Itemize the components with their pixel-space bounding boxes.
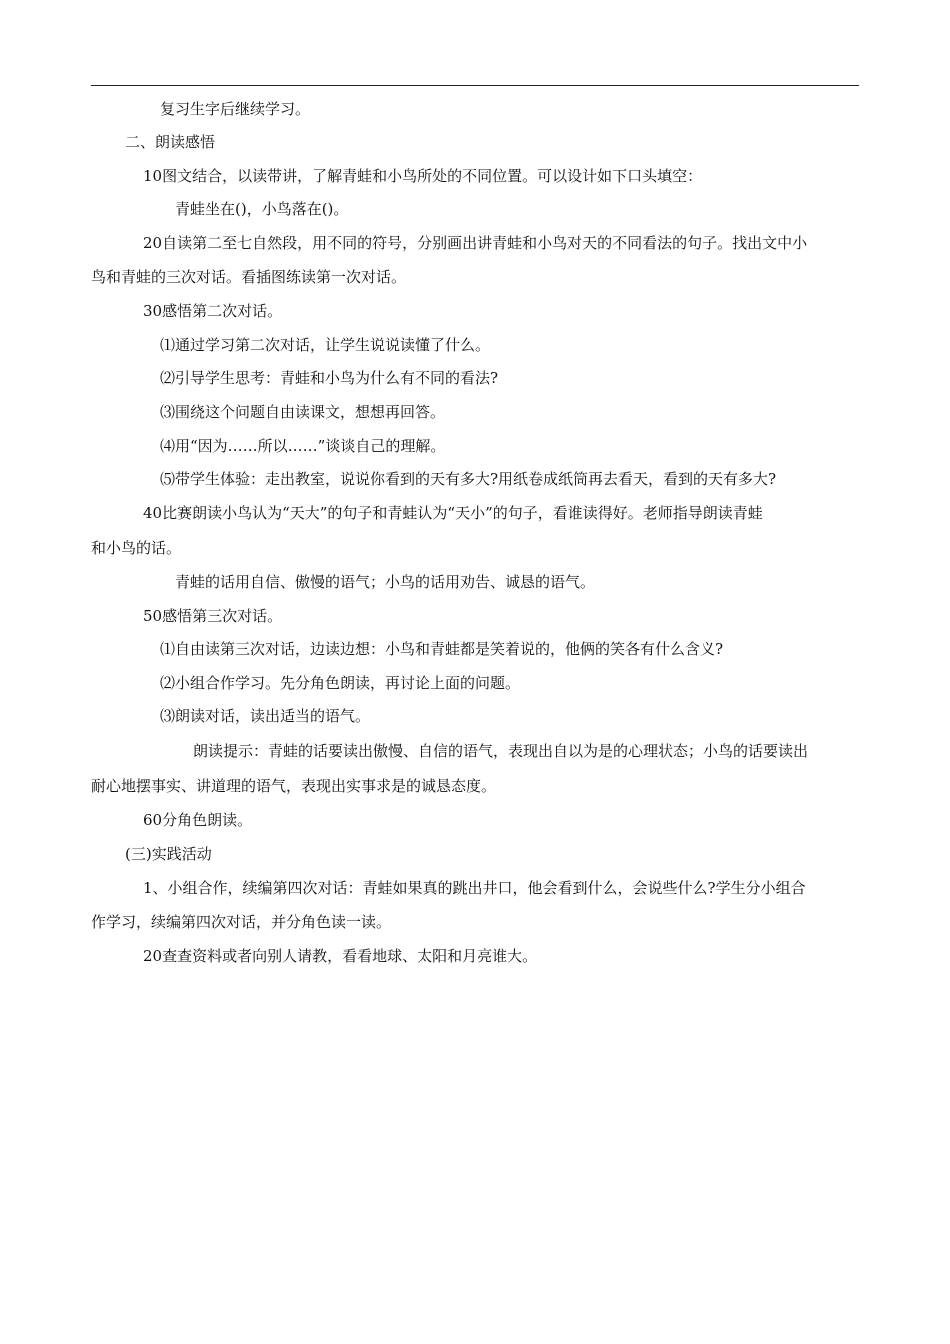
text-line-tone-note: 青蛙的话用自信、傲慢的语气；小鸟的话用劝告、诚恳的语气。 [175, 573, 596, 591]
text-line-step-3-2: ⑵引导学生思考：青蛙和小鸟为什么有不同的看法? [160, 369, 499, 387]
text-line-step-4-cont: 和小鸟的话。 [91, 539, 182, 557]
section-heading-practice: (三)实践活动 [125, 845, 212, 863]
text-line-step-5-1: ⑴自由读第三次对话，边读边想：小鸟和青蛙都是笑着说的，他俩的笑各有什么含义? [160, 640, 724, 658]
text-line-step-3-5: ⑸带学生体验：走出教室，说说你看到的天有多大?用纸卷成纸筒再去看天，看到的天有多大? [160, 470, 777, 488]
text-line-practice-2: 20查查资料或者向别人请教，看看地球、太阳和月亮谁大。 [143, 947, 538, 965]
text-line-step-3-1: ⑴通过学习第二次对话，让学生说说读懂了什么。 [160, 336, 491, 354]
text-line-practice-1-cont: 作学习，续编第四次对话，并分角色读一读。 [91, 913, 392, 931]
text-line-review: 复习生字后继续学习。 [160, 100, 311, 118]
text-line-step-5-2: ⑵小组合作学习。先分角色朗读，再讨论上面的问题。 [160, 674, 521, 692]
text-line-step-4: 40比赛朗读小鸟认为“天大”的句子和青蛙认为“天小”的句子，看谁读得好。老师指导朗读青蛙 [143, 504, 763, 522]
text-line-step-5: 50感悟第三次对话。 [143, 607, 283, 625]
text-line-fill-blank: 青蛙坐在()，小鸟落在()。 [175, 200, 349, 218]
text-line-step-2: 20自读第二至七自然段，用不同的符号，分别画出讲青蛙和小鸟对天的不同看法的句子。找出文中小 [143, 234, 808, 252]
text-line-step-3-4: ⑷用“因为……所以……”谈谈自己的理解。 [160, 437, 446, 455]
text-line-reading-tip: 朗读提示：青蛙的话要读出傲慢、自信的语气，表现出自以为是的心理状态；小鸟的话要读出 [193, 742, 809, 760]
text-line-step-2-cont: 鸟和青蛙的三次对话。看插图练读第一次对话。 [91, 268, 407, 286]
text-line-step-6: 60分角色朗读。 [143, 811, 253, 829]
header-rule [91, 85, 859, 86]
text-line-reading-tip-cont: 耐心地摆事实、讲道理的语气，表现出实事求是的诚恳态度。 [91, 777, 497, 795]
section-heading-reading: 二、朗读感悟 [125, 133, 216, 151]
text-line-step-3: 30感悟第二次对话。 [143, 302, 283, 320]
text-line-practice-1: 1、小组合作，续编第四次对话：青蛙如果真的跳出井口，他会看到什么，会说些什么?学生分小组合 [143, 879, 806, 897]
text-line-step-1: 10图文结合，以读带讲，了解青蛙和小鸟所处的不同位置。可以设计如下口头填空： [143, 167, 703, 185]
text-line-step-5-3: ⑶朗读对话，读出适当的语气。 [160, 707, 371, 725]
text-line-step-3-3: ⑶围绕这个问题自由读课文，想想再回答。 [160, 403, 446, 421]
